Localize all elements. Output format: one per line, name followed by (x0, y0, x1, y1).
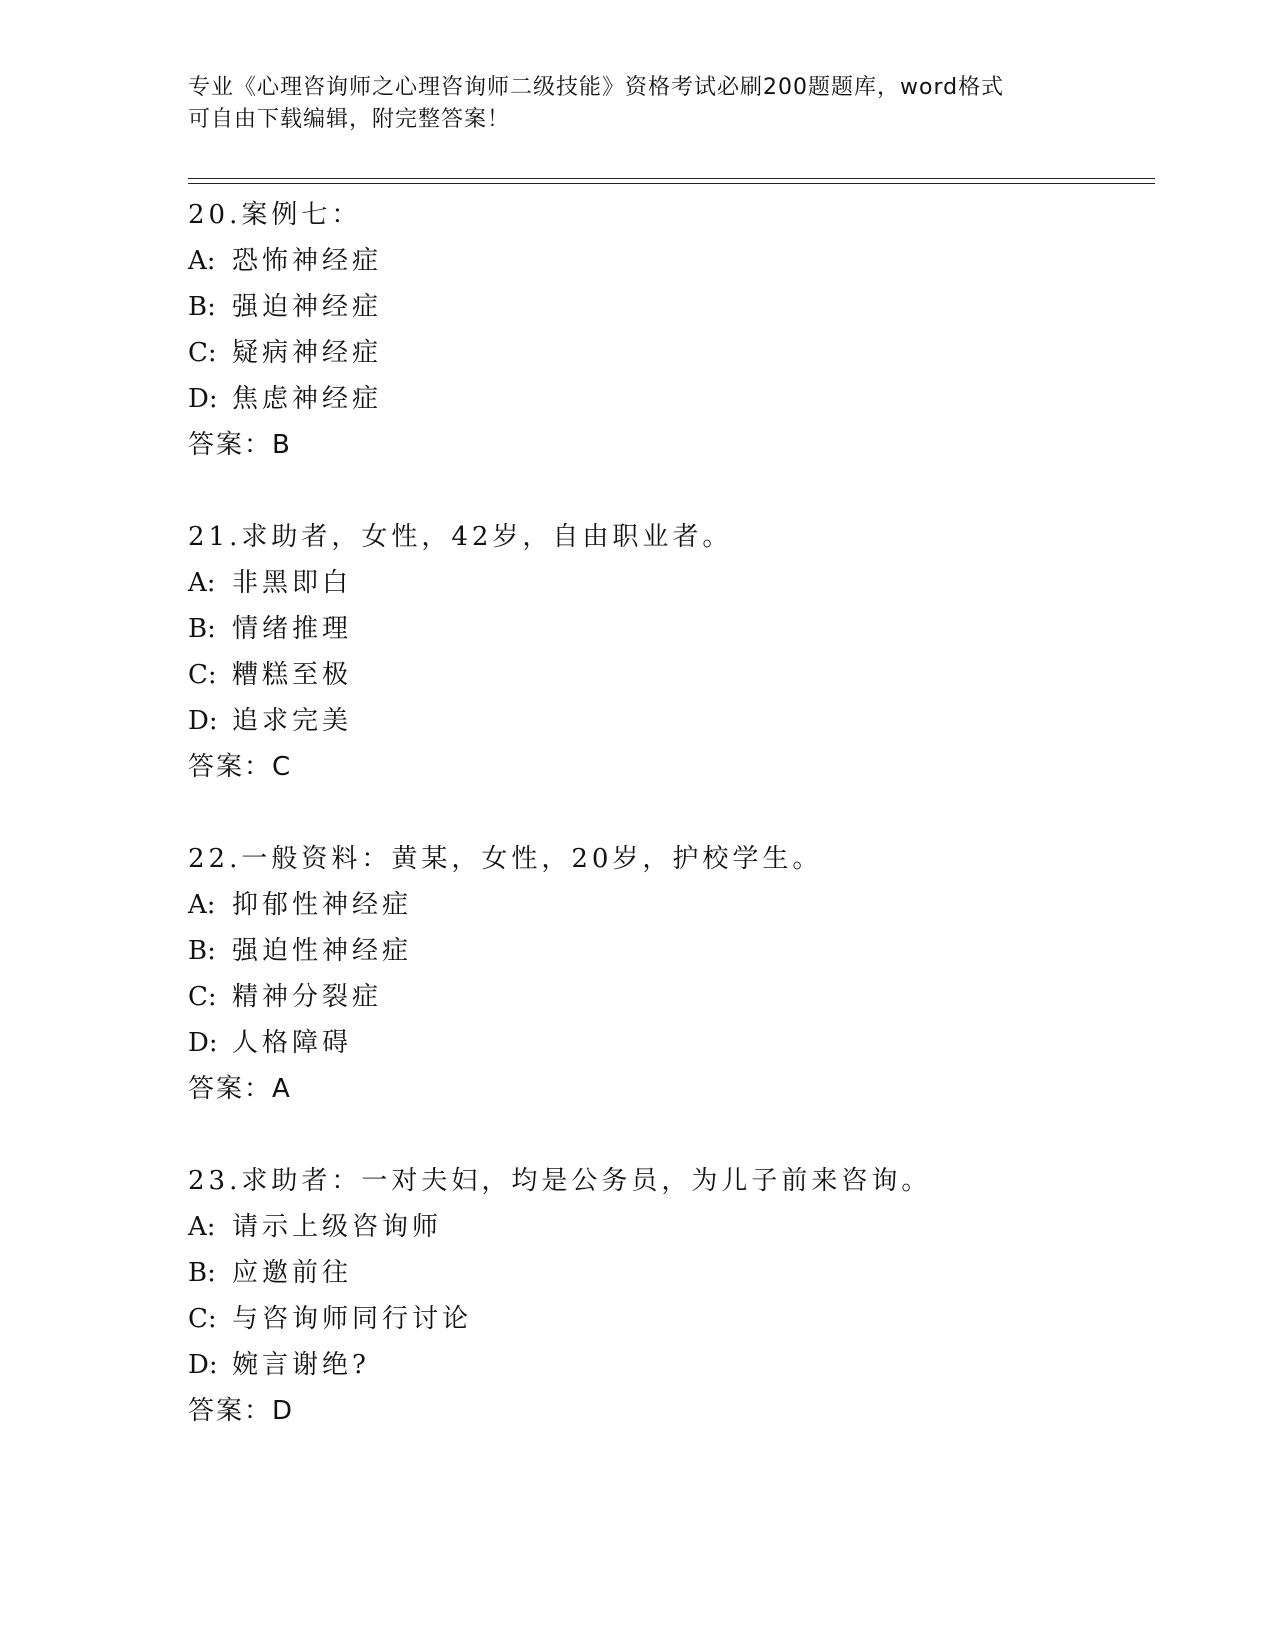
option-d (188, 1020, 1148, 1066)
document-header (188, 72, 1088, 136)
question-23 (188, 1158, 1148, 1434)
question-stem: 20.案例七： (188, 200, 362, 230)
option-a (188, 882, 1148, 928)
option-letter: D: (188, 384, 218, 414)
option-text: 强迫性神经症 (232, 936, 413, 966)
question-list (188, 192, 1148, 1480)
option-a (188, 560, 1148, 606)
option-letter: B: (188, 936, 216, 966)
option-text: 强迫神经症 (232, 292, 383, 322)
option-letter: A: (188, 890, 216, 920)
option-d (188, 1342, 1148, 1388)
option-text: 非黑即白 (232, 568, 353, 598)
option-letter: B: (188, 614, 216, 644)
option-c (188, 1296, 1148, 1342)
option-letter: D: (188, 1028, 218, 1058)
header-subtitle-line: 可自由下载编辑，附完整答案！ (188, 107, 511, 132)
option-letter: C: (188, 1304, 217, 1334)
option-letter: B: (188, 292, 216, 322)
option-c (188, 652, 1148, 698)
option-letter: C: (188, 338, 217, 368)
option-text: 婉言谢绝? (232, 1350, 370, 1380)
option-letter: D: (188, 1350, 218, 1380)
header-title-line: 专业《心理咨询师之心理咨询师二级技能》资格考试必刷200题题库，word格式 (188, 75, 1005, 100)
option-text: 糟糕至极 (232, 660, 353, 690)
option-text: 追求完美 (232, 706, 353, 736)
question-21 (188, 514, 1148, 790)
answer-line: 答案：C (188, 752, 293, 782)
option-letter: C: (188, 982, 217, 1012)
option-text: 恐怖神经症 (232, 246, 383, 276)
question-stem: 21.求助者，女性，42岁，自由职业者。 (188, 522, 733, 552)
option-letter: A: (188, 568, 216, 598)
option-text: 情绪推理 (232, 614, 353, 644)
question-stem: 23.求助者：一对夫妇，均是公务员，为儿子前来咨询。 (188, 1166, 932, 1196)
option-text: 疑病神经症 (232, 338, 383, 368)
option-b (188, 284, 1148, 330)
option-c (188, 330, 1148, 376)
question-22 (188, 836, 1148, 1112)
option-text: 请示上级咨询师 (232, 1212, 443, 1242)
option-letter: B: (188, 1258, 216, 1288)
option-text: 与咨询师同行讨论 (232, 1304, 473, 1334)
option-b (188, 928, 1148, 974)
question-stem: 22.一般资料：黄某，女性，20岁，护校学生。 (188, 844, 823, 874)
option-d (188, 698, 1148, 744)
option-a (188, 238, 1148, 284)
answer-line: 答案：D (188, 1396, 295, 1426)
header-divider-top (188, 178, 1155, 179)
option-c (188, 974, 1148, 1020)
option-a (188, 1204, 1148, 1250)
option-letter: A: (188, 246, 216, 276)
option-b (188, 606, 1148, 652)
option-text: 抑郁性神经症 (232, 890, 413, 920)
header-divider-bottom (188, 183, 1155, 184)
question-20 (188, 192, 1148, 468)
option-text: 应邀前往 (232, 1258, 353, 1288)
option-letter: C: (188, 660, 217, 690)
option-d (188, 376, 1148, 422)
answer-line: 答案：A (188, 1074, 292, 1104)
answer-line: 答案：B (188, 430, 292, 460)
option-text: 焦虑神经症 (232, 384, 383, 414)
option-text: 人格障碍 (232, 1028, 353, 1058)
option-letter: A: (188, 1212, 216, 1242)
option-b (188, 1250, 1148, 1296)
option-letter: D: (188, 706, 218, 736)
option-text: 精神分裂症 (232, 982, 383, 1012)
